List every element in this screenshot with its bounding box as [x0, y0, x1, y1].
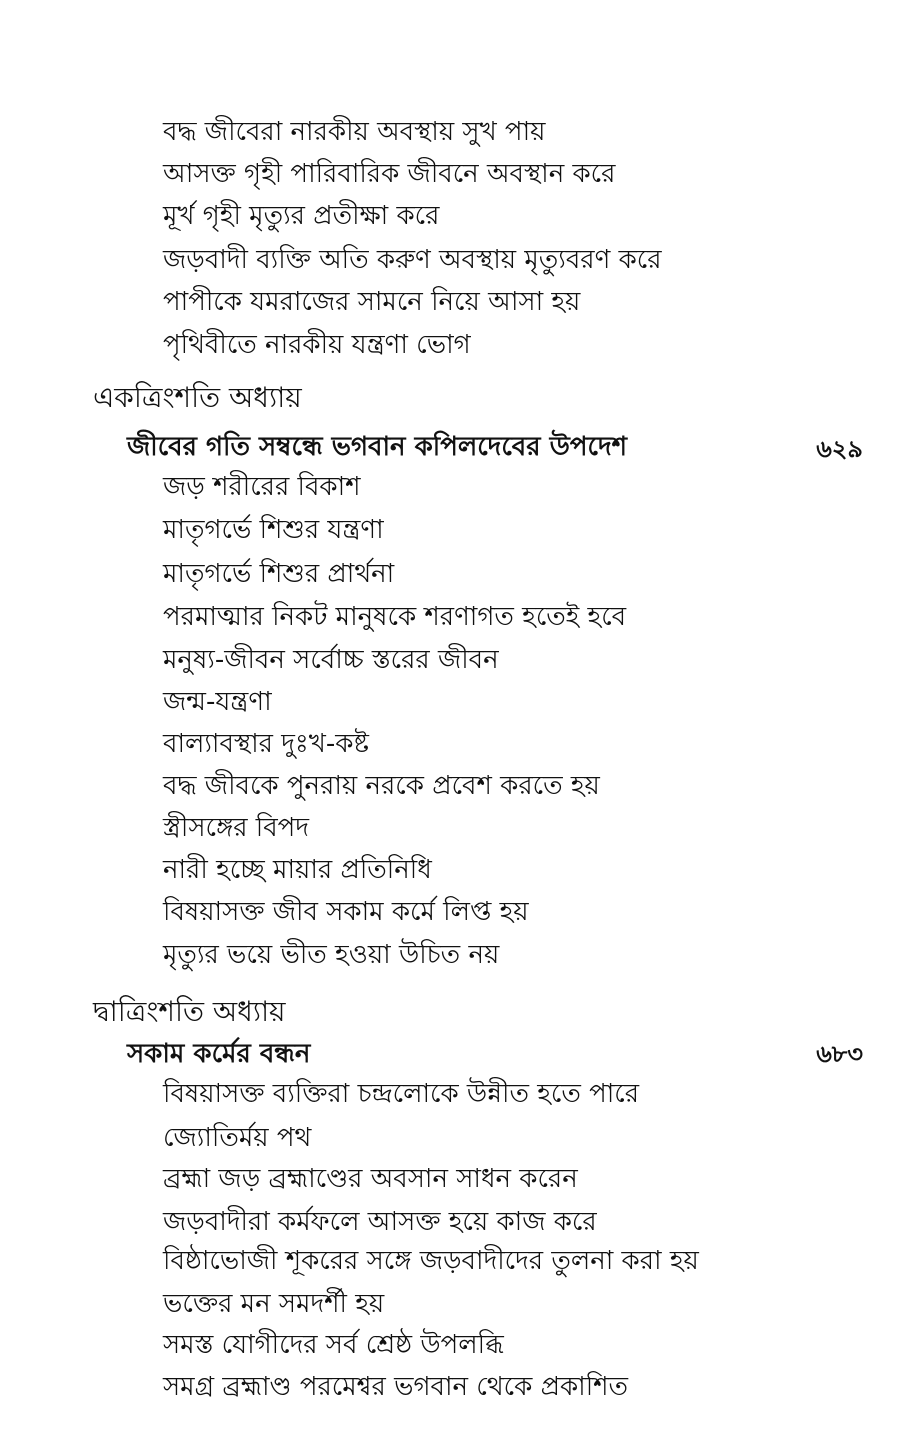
toc-item: বিষ্ঠাভোজী শূকরের সঙ্গে জড়বাদীদের তুলনা করা হয় — [163, 1246, 699, 1276]
toc-item: মাতৃগর্ভে শিশুর যন্ত্রণা — [163, 515, 384, 545]
toc-item: ব্রহ্মা জড় ব্রহ্মাণ্ডের অবসান সাধন করেন — [163, 1164, 578, 1194]
toc-item: জড় শরীরের বিকাশ — [163, 472, 361, 502]
chapter-title: একত্রিংশতি অধ্যায় — [93, 381, 302, 414]
toc-item: জড়বাদী ব্যক্তি অতি করুণ অবস্থায় মৃত্যুবরণ করে — [163, 245, 662, 275]
toc-item: পৃথিবীতে নারকীয় যন্ত্রণা ভোগ — [163, 330, 471, 360]
section-title: সকাম কর্মের বন্ধন — [127, 1039, 311, 1069]
page-number: ৬২৯ — [816, 435, 863, 463]
toc-item: বিষয়াসক্ত জীব সকাম কর্মে লিপ্ত হয় — [163, 897, 529, 927]
section-title: জীবের গতি সম্বন্ধে ভগবান কপিলদেবের উপদেশ — [127, 432, 628, 462]
toc-item: ভক্তের মন সমদর্শী হয় — [163, 1289, 385, 1319]
toc-item: পরমাত্মার নিকট মানুষকে শরণাগত হতেই হবে — [163, 602, 627, 632]
toc-item: বদ্ধ জীবেরা নারকীয় অবস্থায় সুখ পায় — [163, 117, 546, 147]
toc-item: সমস্ত যোগীদের সর্ব শ্রেষ্ঠ উপলব্ধি — [163, 1330, 504, 1360]
toc-item: জড়বাদীরা কর্মফলে আসক্ত হয়ে কাজ করে — [163, 1207, 597, 1237]
toc-item: নারী হচ্ছে মায়ার প্রতিনিধি — [163, 855, 432, 885]
toc-item: মূর্খ গৃহী মৃত্যুর প্রতীক্ষা করে — [163, 201, 440, 231]
toc-item: জ্যোতির্ময় পথ — [163, 1123, 312, 1153]
page-number: ৬৮৩ — [816, 1040, 863, 1068]
toc-item: বাল্যাবস্থার দুঃখ-কষ্ট — [163, 729, 370, 759]
toc-item: মাতৃগর্ভে শিশুর প্রার্থনা — [163, 559, 395, 589]
toc-item: সমগ্র ব্রহ্মাণ্ড পরমেশ্বর ভগবান থেকে প্রকাশিত — [163, 1372, 629, 1402]
toc-item: মৃত্যুর ভয়ে ভীত হওয়া উচিত নয় — [163, 940, 500, 970]
chapter-title: দ্বাত্রিংশতি অধ্যায় — [93, 995, 286, 1028]
toc-item: জন্ম-যন্ত্রণা — [163, 687, 272, 717]
toc-item: পাপীকে যমরাজের সামনে নিয়ে আসা হয় — [163, 287, 581, 317]
toc-item: আসক্ত গৃহী পারিবারিক জীবনে অবস্থান করে — [163, 159, 616, 189]
toc-item: বদ্ধ জীবকে পুনরায় নরকে প্রবেশ করতে হয় — [163, 771, 600, 801]
toc-item: মনুষ্য-জীবন সর্বোচ্চ স্তরের জীবন — [163, 645, 499, 675]
toc-item: বিষয়াসক্ত ব্যক্তিরা চন্দ্রলোকে উন্নীত হতে পারে — [163, 1079, 640, 1109]
toc-item: স্ত্রীসঙ্গের বিপদ — [163, 813, 309, 843]
